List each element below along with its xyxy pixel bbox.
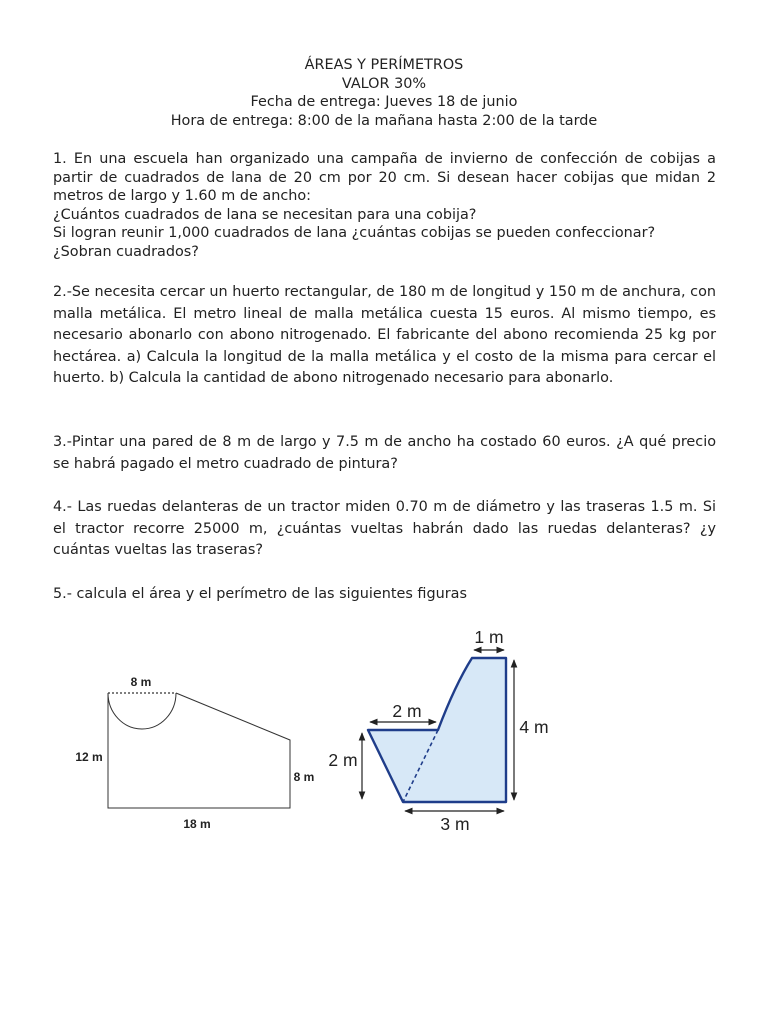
due-time: Hora de entrega: 8:00 de la mañana hasta 2:00 de la tarde xyxy=(170,112,598,129)
figure-1-semicircle xyxy=(108,693,176,729)
problem-1-question-2: Si logran reunir 1,000 cuadrados de lana ¿cuántas cobijas se pueden confeccionar? xyxy=(53,225,656,241)
problem-4: 4.- Las ruedas delanteras de un tractor miden 0.70 m de diámetro y las traseras 1.5 m. Si el tractor recorre 25000 m, ¿cuántas vueltas habrán dado las ruedas delanteras? ¿y cuántas vueltas las traseras? xyxy=(53,499,716,558)
problem-1 xyxy=(53,150,716,261)
due-date: Fecha de entrega: Jueves 18 de junio xyxy=(250,94,518,110)
document-header xyxy=(0,56,768,130)
figure-1 xyxy=(60,660,340,840)
figure-2-label-middle: 2 m xyxy=(392,701,422,721)
figure-2-shape xyxy=(368,658,506,802)
figure-1-label-top: 8 m xyxy=(130,675,152,689)
document-value: VALOR 30% xyxy=(341,75,427,92)
figure-2-label-bottom: 3 m xyxy=(440,814,470,834)
figure-2 xyxy=(320,620,570,840)
problem-1-question-3: ¿Sobran cuadrados? xyxy=(53,243,199,260)
figure-1-label-right: 8 m xyxy=(293,770,315,784)
figure-1-outline xyxy=(108,693,290,808)
problem-2: 2.-Se necesita cercar un huerto rectangular, de 180 m de longitud y 150 m de anchura, con malla metálica. El metro lineal de malla metálica cuesta 15 euros. Al mismo tiempo, es necesario abonarlo con abono nitrogenado. El fabricante del abono recomienda 25 kg por hectárea. a) Calcula la longitud de la malla metálica y el costo de la misma para cercar el huerto. b) Calcula la cantidad de abono nitrogenado necesario para abonarlo. xyxy=(53,284,716,386)
problem-5: 5.- calcula el área y el perímetro de las siguientes figuras xyxy=(53,586,467,602)
problem-1-question-1: ¿Cuántos cuadrados de lana se necesitan para una cobija? xyxy=(53,206,477,223)
problem-3: 3.-Pintar una pared de 8 m de largo y 7.5 m de ancho ha costado 60 euros. ¿A qué precio se habrá pagado el metro cuadrado de pintura? xyxy=(53,434,716,472)
figure-2-label-left: 2 m xyxy=(328,750,358,770)
figure-1-label-left: 12 m xyxy=(75,750,103,764)
problem-1-text: 1. En una escuela han organizado una campaña de invierno de confección de cobijas a partir de cuadrados de lana de 20 cm por 20 cm. Si desean hacer cobijas que midan 2 metros de largo y 1.60 m de ancho: xyxy=(53,151,716,204)
document-title: ÁREAS Y PERÍMETROS xyxy=(304,57,464,73)
figure-1-label-bottom: 18 m xyxy=(183,817,211,831)
figure-2-label-right: 4 m xyxy=(519,717,549,737)
figure-2-label-top: 1 m xyxy=(474,627,504,647)
